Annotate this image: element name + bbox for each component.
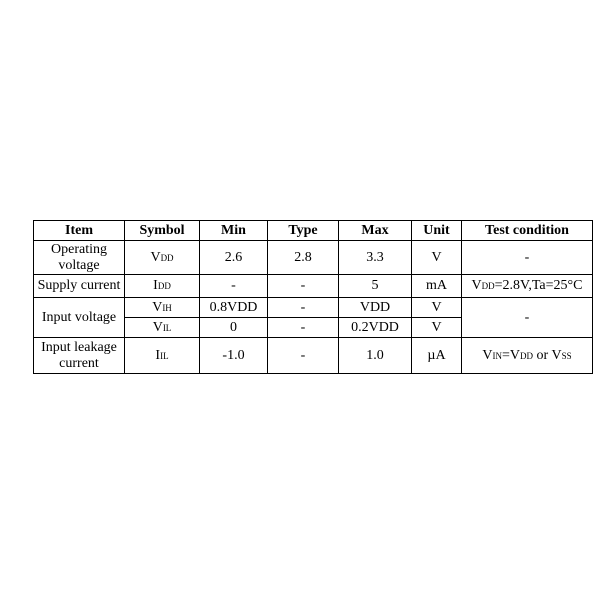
header-type: Type [268, 221, 339, 241]
symbol-cell: VIH [125, 298, 200, 318]
table-row [34, 275, 593, 298]
condition-cell: - [462, 298, 593, 338]
max-cell: VDD [339, 298, 412, 318]
header-symbol: Symbol [125, 221, 200, 241]
item-cell: Input leakage current [34, 338, 125, 374]
table-row [34, 298, 593, 318]
electrical-characteristics-table [33, 220, 593, 374]
unit-cell: V [412, 318, 462, 338]
item-cell: Operating voltage [34, 241, 125, 275]
min-cell: 2.6 [200, 241, 268, 275]
symbol-cell: VDD [125, 241, 200, 275]
condition-cell: VDD=2.8V,Ta=25°C [462, 275, 593, 298]
table-row [34, 338, 593, 374]
condition-cell: VIN=VDD or VSS [462, 338, 593, 374]
max-cell: 0.2VDD [339, 318, 412, 338]
header-test-condition: Test condition [462, 221, 593, 241]
item-cell: Input voltage [34, 298, 125, 338]
min-cell: - [200, 275, 268, 298]
symbol-cell: VIL [125, 318, 200, 338]
symbol-cell: IDD [125, 275, 200, 298]
item-cell: Supply current [34, 275, 125, 298]
unit-cell: µA [412, 338, 462, 374]
unit-cell: mA [412, 275, 462, 298]
header-max: Max [339, 221, 412, 241]
max-cell: 5 [339, 275, 412, 298]
table-row [34, 241, 593, 275]
max-cell: 3.3 [339, 241, 412, 275]
type-cell: 2.8 [268, 241, 339, 275]
header-row [34, 221, 593, 241]
condition-cell: - [462, 241, 593, 275]
type-cell: - [268, 275, 339, 298]
header-unit: Unit [412, 221, 462, 241]
symbol-cell: IIL [125, 338, 200, 374]
unit-cell: V [412, 298, 462, 318]
type-cell: - [268, 298, 339, 318]
max-cell: 1.0 [339, 338, 412, 374]
min-cell: 0 [200, 318, 268, 338]
type-cell: - [268, 338, 339, 374]
type-cell: - [268, 318, 339, 338]
unit-cell: V [412, 241, 462, 275]
min-cell: 0.8VDD [200, 298, 268, 318]
header-min: Min [200, 221, 268, 241]
min-cell: -1.0 [200, 338, 268, 374]
header-item: Item [34, 221, 125, 241]
